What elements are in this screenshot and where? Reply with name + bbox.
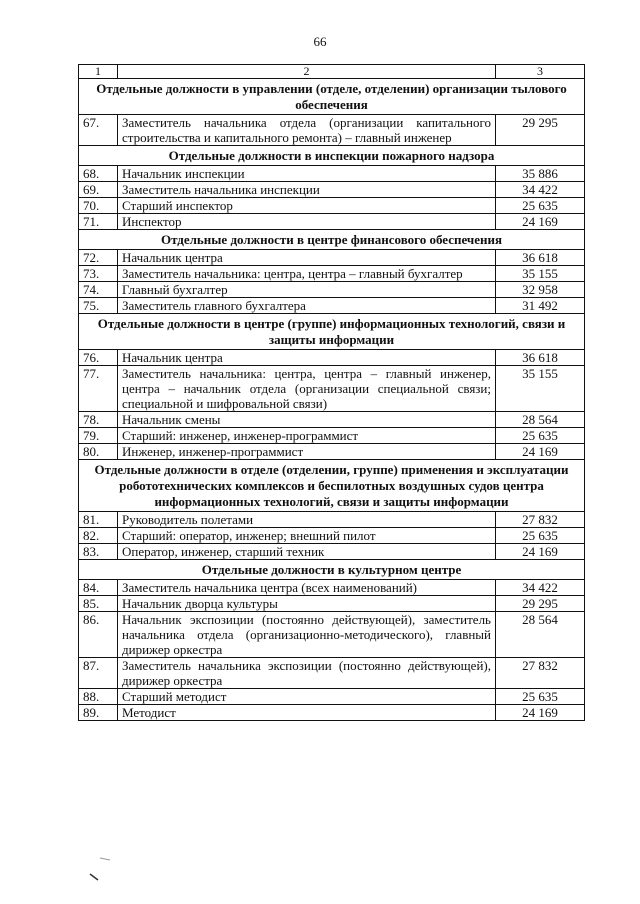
salary-table xyxy=(78,64,585,721)
salary-value: 28 564 xyxy=(496,412,585,428)
section-title: Отдельные должности в культурном центре xyxy=(79,560,585,580)
table-row xyxy=(79,544,585,560)
table-row xyxy=(79,528,585,544)
position-name: Старший методист xyxy=(118,689,496,705)
table-row xyxy=(79,250,585,266)
section-title: Отдельные должности в управлении (отделе, отделении) организации тылового обеспечения xyxy=(79,79,585,115)
page-number: 66 xyxy=(313,34,327,49)
position-name: Начальник центра xyxy=(118,250,496,266)
position-name: Начальник смены xyxy=(118,412,496,428)
salary-value: 31 492 xyxy=(496,298,585,314)
position-name: Начальник экспозиции (постоянно действующей), заместитель начальника отдела (организационно-методического), главный дирижер оркестра xyxy=(118,612,496,658)
position-name: Методист xyxy=(118,705,496,721)
row-number: 71. xyxy=(79,214,118,230)
row-number: 67. xyxy=(79,115,118,146)
row-number: 84. xyxy=(79,580,118,596)
table-row xyxy=(79,412,585,428)
section-header-row xyxy=(79,560,585,580)
salary-value: 32 958 xyxy=(496,282,585,298)
row-number: 79. xyxy=(79,428,118,444)
row-number: 81. xyxy=(79,512,118,528)
salary-value: 24 169 xyxy=(496,705,585,721)
section-title: Отдельные должности в центре финансового обеспечения xyxy=(79,230,585,250)
header-col-number: 1 xyxy=(79,65,118,79)
section-header-row xyxy=(79,79,585,115)
row-number: 88. xyxy=(79,689,118,705)
row-number: 74. xyxy=(79,282,118,298)
position-name: Оператор, инженер, старший техник xyxy=(118,544,496,560)
scan-marks xyxy=(88,850,128,890)
salary-value: 28 564 xyxy=(496,612,585,658)
salary-value: 34 422 xyxy=(496,182,585,198)
table-row xyxy=(79,596,585,612)
salary-value: 25 635 xyxy=(496,198,585,214)
row-number: 77. xyxy=(79,366,118,412)
position-name: Начальник центра xyxy=(118,350,496,366)
table-row xyxy=(79,282,585,298)
row-number: 87. xyxy=(79,658,118,689)
position-name: Руководитель полетами xyxy=(118,512,496,528)
table-row xyxy=(79,612,585,658)
header-col-salary: 3 xyxy=(496,65,585,79)
table-row xyxy=(79,266,585,282)
position-name: Заместитель начальника инспекции xyxy=(118,182,496,198)
table-row xyxy=(79,512,585,528)
row-number: 85. xyxy=(79,596,118,612)
row-number: 76. xyxy=(79,350,118,366)
salary-value: 36 618 xyxy=(496,350,585,366)
salary-value: 24 169 xyxy=(496,544,585,560)
position-name: Заместитель главного бухгалтера xyxy=(118,298,496,314)
position-name: Старший: инженер, инженер-программист xyxy=(118,428,496,444)
position-name: Начальник дворца культуры xyxy=(118,596,496,612)
section-title: Отдельные должности в отделе (отделении, группе) применения и эксплуатации робототехнических комплексов и беспилотных воздушных судов центра информационных технологий, связи и защиты информации xyxy=(79,460,585,512)
position-name: Начальник инспекции xyxy=(118,166,496,182)
salary-value: 25 635 xyxy=(496,428,585,444)
table-row xyxy=(79,198,585,214)
table-row xyxy=(79,689,585,705)
position-name: Заместитель начальника центра (всех наименований) xyxy=(118,580,496,596)
section-header-row xyxy=(79,460,585,512)
salary-value: 29 295 xyxy=(496,596,585,612)
position-name: Заместитель начальника: центра, центра – главный инженер, центра – начальник отдела (организации специальной связи; специальной и шифровальной связи) xyxy=(118,366,496,412)
section-header-row xyxy=(79,146,585,166)
row-number: 80. xyxy=(79,444,118,460)
position-name: Заместитель начальника: центра, центра – главный бухгалтер xyxy=(118,266,496,282)
salary-table-body xyxy=(79,65,585,721)
row-number: 70. xyxy=(79,198,118,214)
position-name: Заместитель начальника отдела (организации капитального строительства и капитального ремонта) – главный инженер xyxy=(118,115,496,146)
salary-value: 29 295 xyxy=(496,115,585,146)
table-row xyxy=(79,350,585,366)
header-col-position: 2 xyxy=(118,65,496,79)
salary-value: 27 832 xyxy=(496,512,585,528)
section-title: Отдельные должности в инспекции пожарного надзора xyxy=(79,146,585,166)
salary-value: 24 169 xyxy=(496,214,585,230)
position-name: Заместитель начальника экспозиции (постоянно действующей), дирижер оркестра xyxy=(118,658,496,689)
section-title: Отдельные должности в центре (группе) информационных технологий, связи и защиты информации xyxy=(79,314,585,350)
position-name: Инженер, инженер-программист xyxy=(118,444,496,460)
table-header-row xyxy=(79,65,585,79)
table-row xyxy=(79,658,585,689)
table-row xyxy=(79,182,585,198)
row-number: 89. xyxy=(79,705,118,721)
row-number: 82. xyxy=(79,528,118,544)
table-row xyxy=(79,166,585,182)
position-name: Инспектор xyxy=(118,214,496,230)
row-number: 78. xyxy=(79,412,118,428)
row-number: 75. xyxy=(79,298,118,314)
position-name: Старший: оператор, инженер; внешний пилот xyxy=(118,528,496,544)
table-row xyxy=(79,214,585,230)
position-name: Старший инспектор xyxy=(118,198,496,214)
salary-value: 27 832 xyxy=(496,658,585,689)
salary-value: 36 618 xyxy=(496,250,585,266)
salary-value: 25 635 xyxy=(496,528,585,544)
row-number: 83. xyxy=(79,544,118,560)
row-number: 68. xyxy=(79,166,118,182)
position-name: Главный бухгалтер xyxy=(118,282,496,298)
row-number: 72. xyxy=(79,250,118,266)
table-row xyxy=(79,115,585,146)
table-row xyxy=(79,444,585,460)
row-number: 69. xyxy=(79,182,118,198)
salary-value: 35 155 xyxy=(496,266,585,282)
table-row xyxy=(79,580,585,596)
row-number: 86. xyxy=(79,612,118,658)
table-row xyxy=(79,366,585,412)
table-row xyxy=(79,428,585,444)
table-row xyxy=(79,705,585,721)
table-row xyxy=(79,298,585,314)
salary-value: 24 169 xyxy=(496,444,585,460)
salary-value: 35 155 xyxy=(496,366,585,412)
salary-value: 25 635 xyxy=(496,689,585,705)
section-header-row xyxy=(79,230,585,250)
salary-value: 34 422 xyxy=(496,580,585,596)
section-header-row xyxy=(79,314,585,350)
row-number: 73. xyxy=(79,266,118,282)
salary-value: 35 886 xyxy=(496,166,585,182)
